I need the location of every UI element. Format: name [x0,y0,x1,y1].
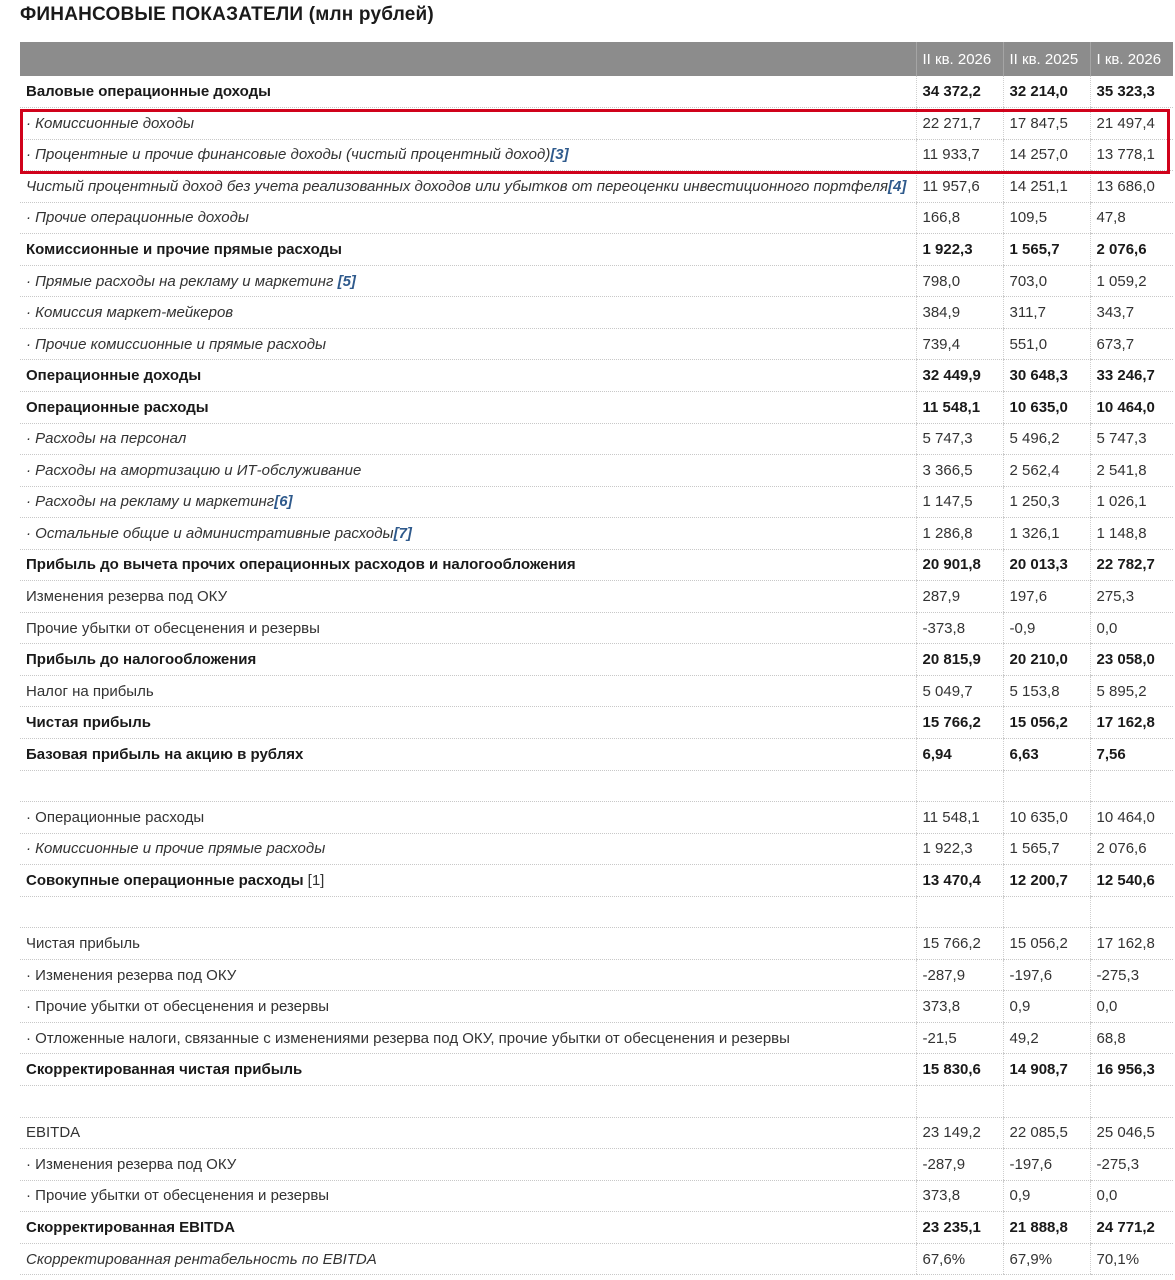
footnote-link[interactable]: [5] [337,272,356,290]
row-label [20,423,916,455]
row-label-text: Чистая прибыль [26,714,151,732]
table-row [20,423,1173,455]
value-cell: 15 056,2 [1003,707,1090,739]
table-row [20,518,1173,550]
value-cell: 20 210,0 [1003,644,1090,676]
value-cell: 0,9 [1003,991,1090,1023]
footnote-link: [1] [307,871,325,889]
value-cell: 47,8 [1090,202,1173,234]
row-label [20,202,916,234]
table-row [20,1117,1173,1149]
value-cell: 0,0 [1090,612,1173,644]
row-label [20,612,916,644]
row-label-text: · Отложенные налоги, связанные с изменениями резерва под ОКУ, прочие убытки от обесценения и резервы [26,1029,790,1047]
value-cell: 24 771,2 [1090,1212,1173,1244]
row-label-text: · Изменения резерва под ОКУ [26,966,237,984]
value-cell: 11 548,1 [916,391,1003,423]
value-cell: 10 635,0 [1003,802,1090,834]
value-cell: 0,0 [1090,991,1173,1023]
row-label-text: · Процентные и прочие финансовые доходы (чистый процентный доход) [26,146,551,164]
value-cell: 34 372,2 [916,76,1003,108]
value-cell: 2 562,4 [1003,455,1090,487]
value-cell: 798,0 [916,265,1003,297]
table-row [20,549,1173,581]
row-label [20,139,916,171]
value-cell [916,770,1003,802]
value-cell: 6,63 [1003,738,1090,770]
value-cell: 25 046,5 [1090,1117,1173,1149]
row-label [20,1212,916,1244]
value-cell: 1 026,1 [1090,486,1173,518]
table-row [20,1149,1173,1181]
value-cell: 2 541,8 [1090,455,1173,487]
value-cell [1090,770,1173,802]
value-cell: 311,7 [1003,297,1090,329]
row-label [20,297,916,329]
table-row [20,865,1173,897]
column-header: II кв. 2025 [1003,42,1090,76]
value-cell [1090,1086,1173,1118]
row-label [20,1054,916,1086]
row-label-text: Чистая прибыль [26,935,140,953]
value-cell: -21,5 [916,1022,1003,1054]
row-label-text: Операционные доходы [26,367,202,385]
value-cell: 14 257,0 [1003,139,1090,171]
row-label [20,959,916,991]
row-label-text: Валовые операционные доходы [26,83,271,101]
value-cell: 11 548,1 [916,802,1003,834]
row-label-text: · Расходы на рекламу и маркетинг [26,493,275,511]
value-cell: 0,9 [1003,1180,1090,1212]
value-cell: 20 013,3 [1003,549,1090,581]
row-label-text: Операционные расходы [26,398,209,416]
value-cell: -197,6 [1003,1149,1090,1181]
row-label [20,865,916,897]
value-cell: 373,8 [916,991,1003,1023]
value-cell [1090,896,1173,928]
row-label [20,1022,916,1054]
value-cell: 275,3 [1090,581,1173,613]
footnote-link[interactable]: [6] [274,493,293,511]
row-label-text: Прибыль до вычета прочих операционных расходов и налогообложения [26,556,576,574]
value-cell: 10 464,0 [1090,802,1173,834]
value-cell: 1 148,8 [1090,518,1173,550]
value-cell: 35 323,3 [1090,76,1173,108]
value-cell: 5 153,8 [1003,675,1090,707]
value-cell: 287,9 [916,581,1003,613]
value-cell: 14 251,1 [1003,171,1090,203]
row-label-text: Скорректированная чистая прибыль [26,1061,303,1079]
value-cell: 67,6% [916,1243,1003,1275]
row-label [20,896,916,928]
value-cell: 16 956,3 [1090,1054,1173,1086]
value-cell: 197,6 [1003,581,1090,613]
row-label-text: · Прочие убытки от обесценения и резервы [26,1187,330,1205]
row-label-text: · Комиссия маркет-мейкеров [26,304,234,322]
value-cell: 703,0 [1003,265,1090,297]
row-label [20,991,916,1023]
row-label [20,455,916,487]
row-label-text: Скорректированная рентабельность по EBITDA [26,1250,377,1268]
row-label-text: · Комиссионные доходы [26,114,195,132]
value-cell: 15 830,6 [916,1054,1003,1086]
table-row [20,1086,1173,1118]
table-row [20,612,1173,644]
table-row [20,896,1173,928]
value-cell: 6,94 [916,738,1003,770]
table-body [20,76,1173,1275]
value-cell: 13 470,4 [916,865,1003,897]
value-cell [916,896,1003,928]
value-cell: 68,8 [1090,1022,1173,1054]
row-label-text: · Комиссионные и прочие прямые расходы [26,840,326,858]
row-label [20,1086,916,1118]
row-label-text: · Прочие комиссионные и прямые расходы [26,335,327,353]
value-cell [1003,896,1090,928]
row-label [20,928,916,960]
value-cell: 20 815,9 [916,644,1003,676]
value-cell: 17 847,5 [1003,108,1090,140]
value-cell: 22 271,7 [916,108,1003,140]
row-label [20,171,916,203]
row-label [20,770,916,802]
row-label [20,391,916,423]
value-cell: 14 908,7 [1003,1054,1090,1086]
row-label-text: · Прочие убытки от обесценения и резервы [26,998,330,1016]
value-cell: -275,3 [1090,959,1173,991]
value-cell: 70,1% [1090,1243,1173,1275]
value-cell: 49,2 [1003,1022,1090,1054]
value-cell: 5 496,2 [1003,423,1090,455]
value-cell: 384,9 [916,297,1003,329]
table-row [20,770,1173,802]
table-row [20,1022,1173,1054]
value-cell: 15 766,2 [916,707,1003,739]
column-header: II кв. 2026 [916,42,1003,76]
value-cell: 551,0 [1003,328,1090,360]
value-cell: 21 497,4 [1090,108,1173,140]
table-row [20,707,1173,739]
row-label [20,518,916,550]
row-label [20,76,916,108]
value-cell [1003,1086,1090,1118]
table-row [20,328,1173,360]
value-cell: 2 076,6 [1090,234,1173,266]
value-cell: 1 326,1 [1003,518,1090,550]
value-cell: 0,0 [1090,1180,1173,1212]
value-cell: 21 888,8 [1003,1212,1090,1244]
value-cell: -197,6 [1003,959,1090,991]
table-row [20,391,1173,423]
table-row [20,581,1173,613]
table-row [20,455,1173,487]
value-cell: 13 778,1 [1090,139,1173,171]
value-cell: 33 246,7 [1090,360,1173,392]
table-row [20,202,1173,234]
value-cell: 23 058,0 [1090,644,1173,676]
value-cell: -287,9 [916,959,1003,991]
table-row [20,802,1173,834]
row-label-text: Скорректированная EBITDA [26,1218,235,1236]
row-label-text: Прочие убытки от обесценения и резервы [26,619,320,637]
table-row [20,297,1173,329]
row-label-text: Прибыль до налогообложения [26,651,257,669]
table-row [20,1243,1173,1275]
value-cell: 1 565,7 [1003,234,1090,266]
row-label-text: · Остальные общие и административные расходы [26,524,394,542]
value-cell: 17 162,8 [1090,707,1173,739]
row-label [20,1180,916,1212]
value-cell: 3 366,5 [916,455,1003,487]
value-cell: 12 200,7 [1003,865,1090,897]
row-label [20,738,916,770]
row-label-text: Изменения резерва под ОКУ [26,588,228,606]
table-row [20,360,1173,392]
row-label-text: EBITDA [26,1124,81,1142]
row-label [20,833,916,865]
table-row [20,1212,1173,1244]
value-cell: 343,7 [1090,297,1173,329]
value-cell: 166,8 [916,202,1003,234]
value-cell: 13 686,0 [1090,171,1173,203]
row-label [20,581,916,613]
value-cell: 15 056,2 [1003,928,1090,960]
header-label-cell [20,42,916,76]
page-title: ФИНАНСОВЫЕ ПОКАЗАТЕЛИ (млн рублей) [20,4,434,25]
value-cell: 1 147,5 [916,486,1003,518]
value-cell [916,1086,1003,1118]
row-label [20,1117,916,1149]
table-row [20,486,1173,518]
value-cell: -287,9 [916,1149,1003,1181]
row-label [20,328,916,360]
value-cell: 12 540,6 [1090,865,1173,897]
value-cell: 15 766,2 [916,928,1003,960]
footnote-link[interactable]: [3] [550,146,569,164]
table-row [20,959,1173,991]
table-row [20,738,1173,770]
row-label [20,1243,916,1275]
value-cell: 1 922,3 [916,234,1003,266]
value-cell: 20 901,8 [916,549,1003,581]
row-label-text: Чистый процентный доход без учета реализованных доходов или убытков от переоценки инвестиционного портфеля [26,177,888,195]
table-row [20,234,1173,266]
footnote-link[interactable]: [4] [888,177,907,195]
value-cell: 2 076,6 [1090,833,1173,865]
row-label [20,265,916,297]
row-label [20,1149,916,1181]
row-label [20,108,916,140]
table-row [20,833,1173,865]
row-label-text: · Расходы на амортизацию и ИТ-обслуживание [26,461,362,479]
value-cell: 10 635,0 [1003,391,1090,423]
row-label-text: · Прочие операционные доходы [26,209,249,227]
row-label-text: · Прямые расходы на рекламу и маркетинг [26,272,338,290]
table-row [20,644,1173,676]
table-row [20,171,1173,203]
table-row [20,76,1173,108]
value-cell: 7,56 [1090,738,1173,770]
value-cell: 11 957,6 [916,171,1003,203]
value-cell: 23 149,2 [916,1117,1003,1149]
value-cell: 673,7 [1090,328,1173,360]
value-cell: 22 085,5 [1003,1117,1090,1149]
table-row [20,139,1173,171]
value-cell: 5 049,7 [916,675,1003,707]
value-cell: -373,8 [916,612,1003,644]
row-label-text: Комиссионные и прочие прямые расходы [26,241,342,258]
value-cell: 10 464,0 [1090,391,1173,423]
value-cell: 1 565,7 [1003,833,1090,865]
value-cell: 17 162,8 [1090,928,1173,960]
footnote-link[interactable]: [7] [393,524,412,542]
value-cell: -275,3 [1090,1149,1173,1181]
row-label [20,707,916,739]
value-cell: 11 933,7 [916,139,1003,171]
row-label-text: Базовая прибыль на акцию в рублях [26,745,304,763]
value-cell: 5 895,2 [1090,675,1173,707]
row-label [20,486,916,518]
value-cell: 30 648,3 [1003,360,1090,392]
table-row [20,928,1173,960]
row-label [20,644,916,676]
row-label-text: · Операционные расходы [26,808,205,826]
value-cell: -0,9 [1003,612,1090,644]
table-row [20,675,1173,707]
value-cell: 23 235,1 [916,1212,1003,1244]
value-cell: 1 059,2 [1090,265,1173,297]
row-label-text: Налог на прибыль [26,682,154,700]
value-cell: 109,5 [1003,202,1090,234]
value-cell: 67,9% [1003,1243,1090,1275]
value-cell: 5 747,3 [916,423,1003,455]
table-row [20,1054,1173,1086]
row-label [20,234,916,266]
table-row [20,991,1173,1023]
row-label-text: · Изменения резерва под ОКУ [26,1155,237,1173]
value-cell: 32 449,9 [916,360,1003,392]
value-cell [1003,770,1090,802]
column-header: I кв. 2026 [1090,42,1173,76]
row-label-text: Совокупные операционные расходы [26,871,308,889]
row-label [20,675,916,707]
value-cell: 739,4 [916,328,1003,360]
value-cell: 373,8 [916,1180,1003,1212]
table-row [20,1180,1173,1212]
value-cell: 5 747,3 [1090,423,1173,455]
value-cell: 1 286,8 [916,518,1003,550]
financial-table [20,42,1173,1275]
table-header-row [20,42,1173,76]
row-label [20,360,916,392]
row-label [20,549,916,581]
value-cell: 22 782,7 [1090,549,1173,581]
value-cell: 1 922,3 [916,833,1003,865]
table-row [20,265,1173,297]
value-cell: 1 250,3 [1003,486,1090,518]
row-label-text: · Расходы на персонал [26,430,187,448]
row-label [20,802,916,834]
table-row [20,108,1173,140]
value-cell: 32 214,0 [1003,76,1090,108]
